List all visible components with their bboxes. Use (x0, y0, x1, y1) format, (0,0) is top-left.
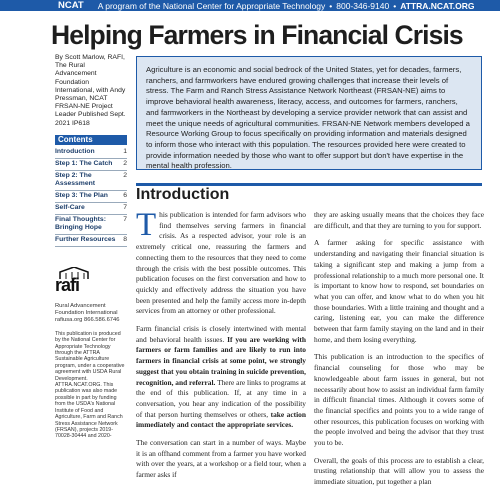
header-tagline: A program of the National Center for Appropriate Technology (97, 0, 326, 11)
section-heading: Introduction (136, 186, 230, 203)
paragraph: Farm financial crisis is closely intertwined with mental and behavioral health issues. If you are working with farmers or farm families and are likely to run into farmers in financial crisis at some point, we strongly suggest that you obtain training in suicide prevention, recognition, and referral. There are links to programs at the end of this publication. If, at any time in a conversation, you hear any indication of the possibility of that person hurting themselves or others, take action immediately and contact the appropriate services. (136, 324, 306, 430)
paragraph: This publication is intended for farm advisors who find themselves serving farmers in financial crisis. As a respected advisor, your role is an extremely critical one, reassuring the farmers and connecting them to the resources that they need to come through the crisis with the best possible outcomes. This publication focuses on the first conversation and how to quickly and effectively address the situation you have been presented and help the family access more in-depth services from an attorney or other professional. (136, 210, 306, 316)
separator: • (393, 0, 397, 11)
sidebar (55, 54, 127, 440)
body-column-2 (314, 210, 484, 500)
contents-item[interactable]: Self-Care 7 (55, 203, 127, 215)
paragraph: This publication is an introduction to the specifics of financial counseling for those who may be knowledgeable about farm issues in general, but not necessarily about how to assist an individual farm family in difficult financial times. Although it covers some of the financial specifics and points you to a wide range of other resources, this publication focuses on working with the people involved and being the advisor that they trust you to be. (314, 352, 484, 448)
header-url[interactable]: ATTRA.NCAT.ORG (400, 0, 475, 11)
contents-item[interactable]: Step 3: The Plan 6 (55, 191, 127, 203)
header-phone: 800-346-9140 (336, 0, 390, 11)
paragraph: A farmer asking for specific assistance with understanding and navigating their financial situation is taking a significant step and making a jump from a professional relationship to a much more personal one. It is important to know how to respond, set boundaries on what you can offer, and know what to do when you hit those boundaries. With a little training and thought and a caring, listening ear, you can make the difference between that farm family staying on the land and in their home, and them losing everything. (314, 238, 484, 344)
disclaimer: This publication is produced by the National Center for Appropriate Technology through the ATTRA Sustainable Agriculture program, under a cooperative agreement with USDA Rural Development. ATTRA.NCAT.ORG. This publication was also made possible in part by funding from the USDA's National Institute of Food and Agriculture, Farm and Ranch Stress Assistance Network (FRSAN), projects 2019-70028-30444 and 2020- (55, 330, 125, 440)
abstract-box: Agriculture is an economic and social bedrock of the United States, yet for decades, farmers, ranchers, and farmworkers have endured growing challenges that increase their levels of stress. The Farm and Ranch Stress Assistance Network Northeast (FRSAN-NE) aims to improve behavioral health awareness, literacy, access, and outcomes for farmers, ranchers, and farmworkers in the Northeast by developing a service provider network that can assist and meet the unique needs of agricultural communities. FRSAN-NE Network members developed a Resource Working Group to focus specifically on providing information and materials designed to inform those who interact with this population. The resources provided here were created to provide information needed by those who want to offer support but don't have expertise in the mental health profession. (136, 56, 482, 170)
dropcap: T (136, 210, 157, 243)
contents-item[interactable]: Final Thoughts: Bringing Hope 7 (55, 215, 127, 235)
paragraph: they are asking usually means that the choices they face are difficult, and that they are turning to you for support. (314, 210, 484, 230)
header-bar (0, 0, 500, 11)
contents-item[interactable]: Further Resources 8 (55, 235, 127, 247)
logo-text: rafi (55, 274, 80, 295)
page-title: Helping Farmers in Financial Crisis (51, 20, 463, 50)
paragraph: Overall, the goals of this process are to establish a clear, trusting relationship that will allow you to assess the immediate situation, put together a plan (314, 455, 484, 487)
rafi-logo (55, 267, 95, 297)
separator: • (329, 0, 333, 11)
org-name: NCAT (58, 0, 84, 11)
contents-item[interactable]: Introduction 1 (55, 147, 127, 159)
contents-heading: Contents (55, 135, 127, 145)
byline: By Scott Marlow, RAFI, The Rural Advancement Foundation International, with Andy Pressman, NCAT FRSAN-NE Project Leader Published Sept. 2021 IP618 (55, 54, 126, 127)
contents-item[interactable]: Step 1: The Catch 2 (55, 159, 127, 171)
contents-item[interactable]: Step 2: The Assessment 2 (55, 171, 127, 191)
paragraph: The conversation can start in a number of ways. Maybe it is an offhand comment from a farmer you have worked with over the years, at a workshop or a field tour, when a farmer asks if (136, 438, 306, 480)
rafi-contact: Rural Advancement Foundation International rafiusa.org 866.586.6746 (55, 302, 120, 323)
body-column-1 (136, 210, 306, 500)
contents-box (55, 135, 127, 247)
